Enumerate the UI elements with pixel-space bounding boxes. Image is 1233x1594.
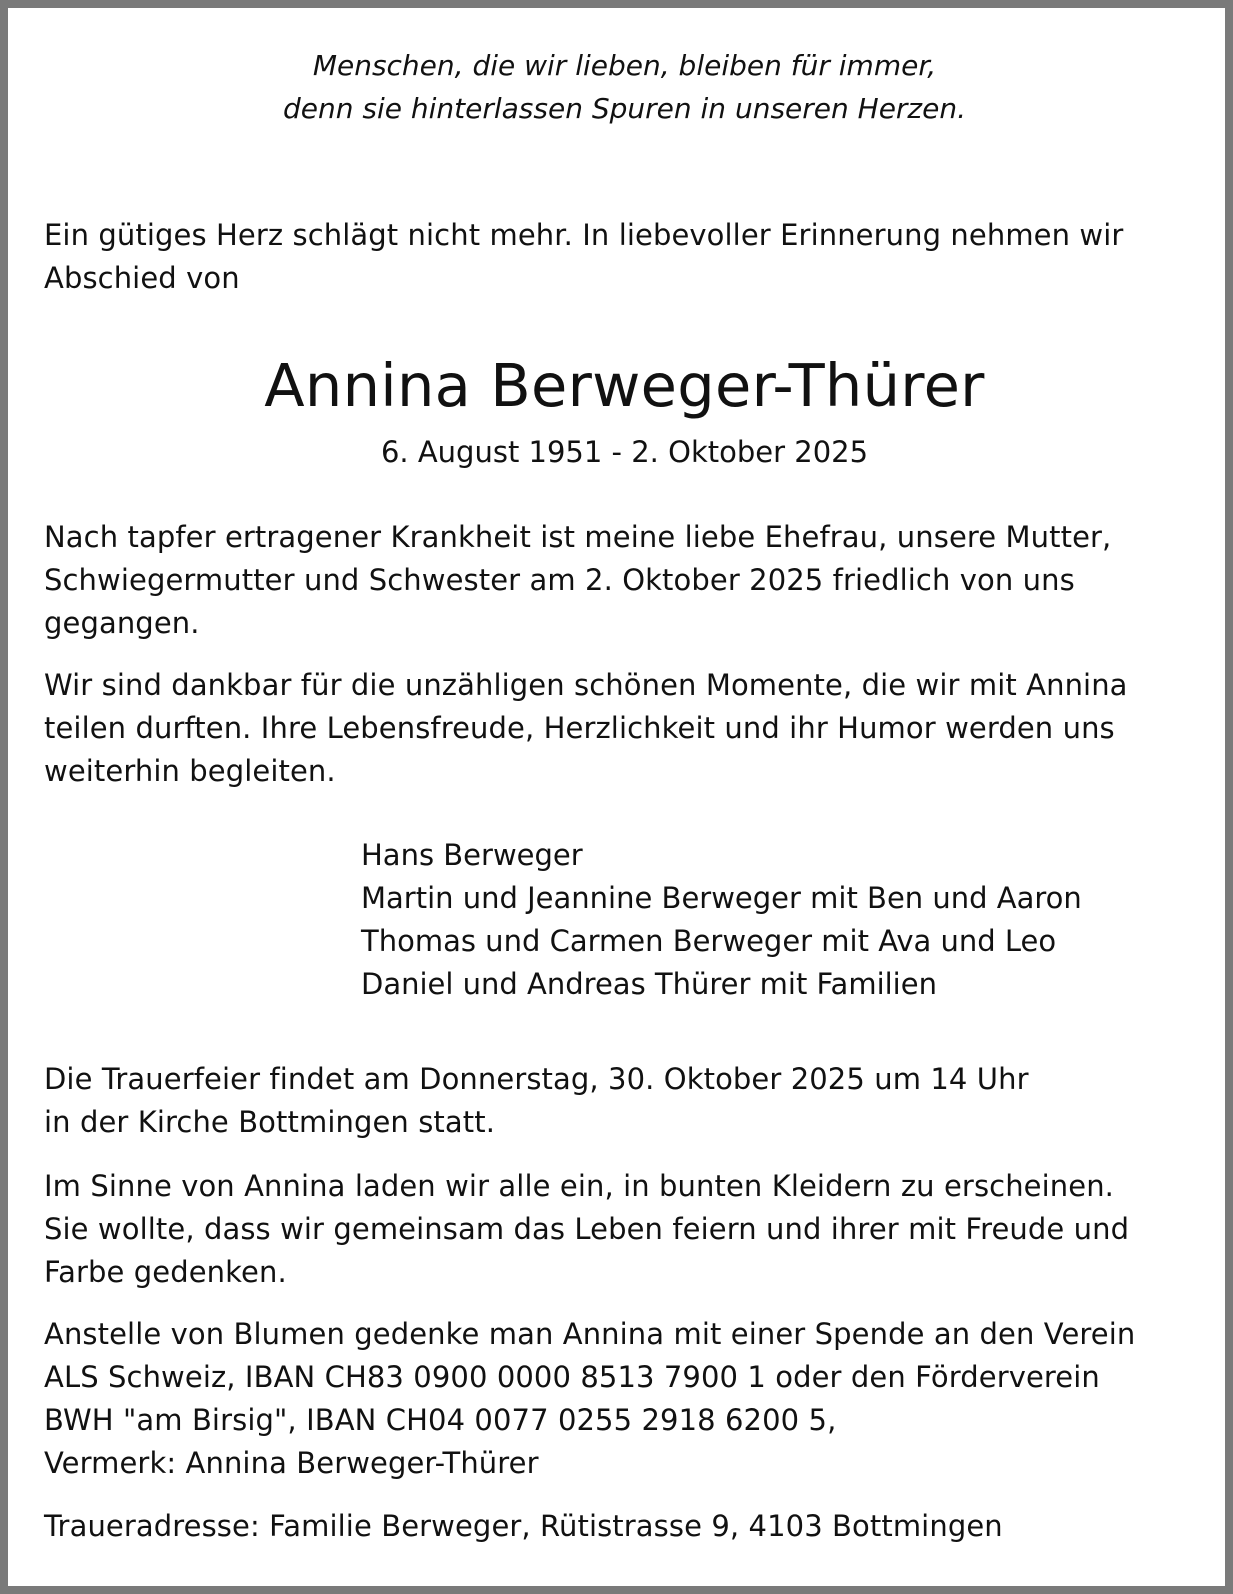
- text-line: Schwiegermutter und Schwester am 2. Oktober 2025 friedlich von uns: [44, 563, 1075, 597]
- deceased-name: Annina Berweger-Thürer: [264, 351, 985, 420]
- text-line: Nach tapfer ertragener Krankheit ist meine liebe Ehefrau, unsere Mutter,: [44, 520, 1112, 554]
- message-paragraph-1: [44, 516, 1214, 645]
- text-line: gegangen.: [44, 606, 200, 640]
- mourner-entry: Daniel und Andreas Thürer mit Familien: [361, 967, 937, 1001]
- text-line: ALS Schweiz, IBAN CH83 0900 0000 8513 7900 1 oder den Förderverein: [44, 1360, 1100, 1394]
- text-line: Wir sind dankbar für die unzähligen schönen Momente, die wir mit Annina: [44, 668, 1128, 702]
- intro-line: Abschied von: [44, 261, 240, 295]
- life-dates: 6. August 1951 - 2. Oktober 2025: [380, 435, 869, 469]
- message-paragraph-2: [44, 664, 1214, 793]
- dress-code-paragraph: [44, 1165, 1214, 1294]
- text-line: Anstelle von Blumen gedenke man Annina mit einer Spende an den Verein: [44, 1317, 1136, 1351]
- text-line: in der Kirche Bottmingen statt.: [44, 1105, 496, 1139]
- memorial-quote: [8, 44, 1233, 130]
- intro-line: Ein gütiges Herz schlägt nicht mehr. In liebevoller Erinnerung nehmen wir: [44, 218, 1124, 252]
- text-line: weiterhin begleiten.: [44, 754, 336, 788]
- quote-line: denn sie hinterlassen Spuren in unseren Herzen.: [282, 92, 967, 125]
- donation-paragraph: [44, 1313, 1214, 1485]
- ceremony-paragraph: [44, 1058, 1214, 1144]
- mourners-list: [361, 834, 1082, 1006]
- text-line: BWH "am Birsig", IBAN CH04 0077 0255 2918 6200 5,: [44, 1403, 837, 1437]
- text-line: Vermerk: Annina Berweger-Thürer: [44, 1446, 539, 1480]
- quote-line: Menschen, die wir lieben, bleiben für immer,: [312, 49, 937, 82]
- mourning-address: [44, 1505, 1214, 1548]
- mourner-entry: Martin und Jeannine Berweger mit Ben und Aaron: [361, 881, 1082, 915]
- mourner-entry: Thomas und Carmen Berweger mit Ava und Leo: [361, 924, 1057, 958]
- address-line: Traueradresse: Familie Berweger, Rütistrasse 9, 4103 Bottmingen: [44, 1509, 1003, 1543]
- intro-text: [44, 214, 1214, 300]
- text-line: Sie wollte, dass wir gemeinsam das Leben feiern und ihrer mit Freude und: [44, 1212, 1130, 1246]
- text-line: Farbe gedenken.: [44, 1255, 287, 1289]
- text-line: Die Trauerfeier findet am Donnerstag, 30. Oktober 2025 um 14 Uhr: [44, 1062, 1029, 1096]
- mourner-entry: Hans Berweger: [361, 838, 583, 872]
- text-line: Im Sinne von Annina laden wir alle ein, in bunten Kleidern zu erscheinen.: [44, 1169, 1114, 1203]
- text-line: teilen durften. Ihre Lebensfreude, Herzlichkeit und ihr Humor werden uns: [44, 711, 1115, 745]
